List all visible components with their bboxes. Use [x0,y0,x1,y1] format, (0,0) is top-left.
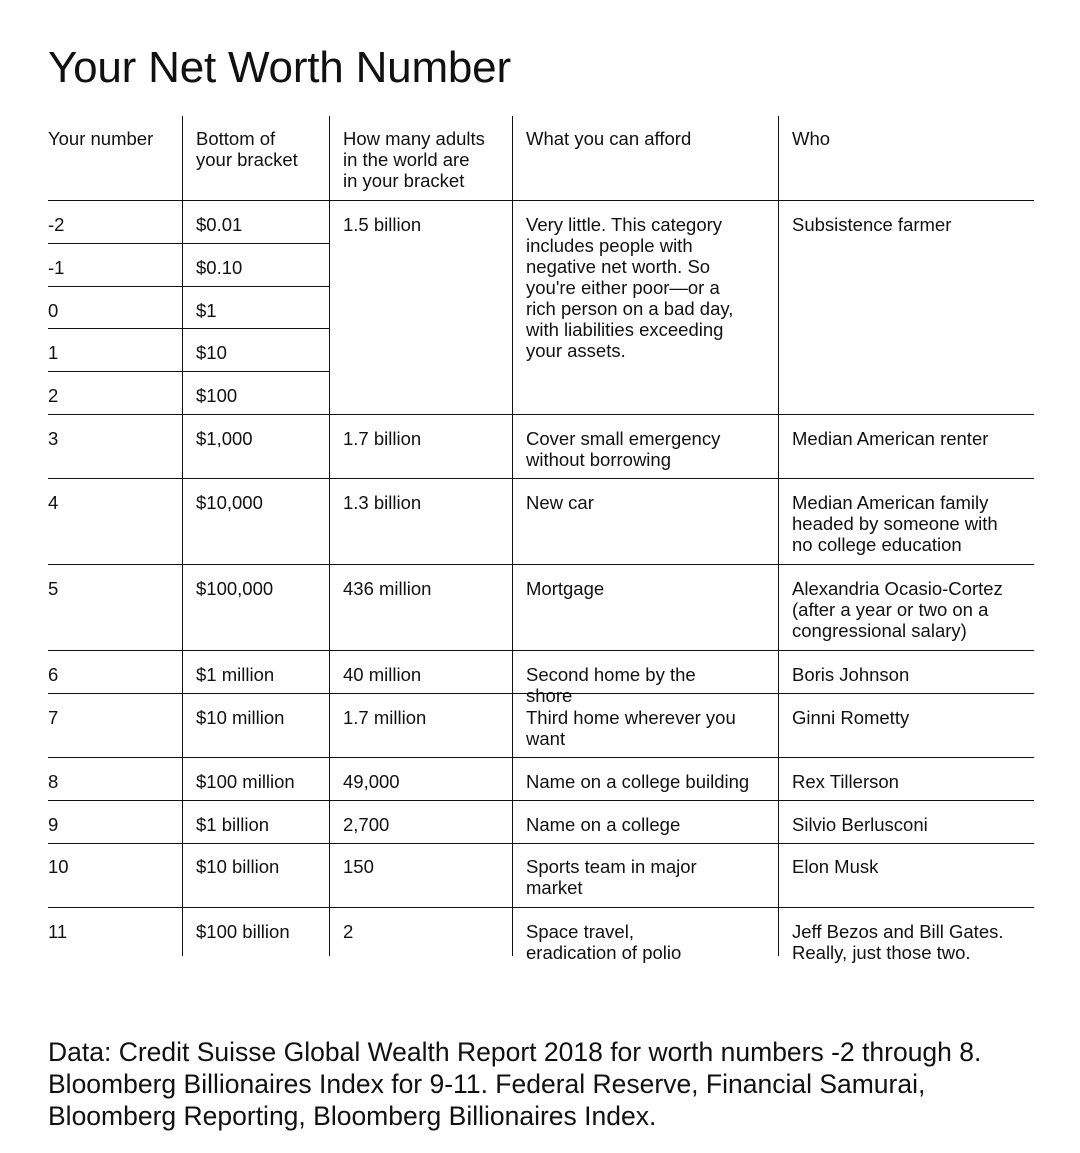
cell-who: Silvio Berlusconi [792,814,928,835]
cell-afford: Name on a college building [526,771,750,792]
cell-number: 5 [48,578,59,599]
cell-who: Jeff Bezos and Bill Gates. Really, just those two. [792,921,1004,963]
cell-who: Subsistence farmer [792,214,952,235]
cell-bracket: $1 million [196,664,275,685]
cell-who: Elon Musk [792,856,879,877]
cell-adults: 1.5 billion [343,214,422,235]
cell-afford: Name on a college [526,814,681,835]
cell-number: 8 [48,771,59,792]
cell-adults: 1.3 billion [343,492,422,513]
page-title: Your Net Worth Number [48,43,511,92]
cell-who: Boris Johnson [792,664,910,685]
cell-number: 1 [48,342,59,363]
cell-adults: 40 million [343,664,422,685]
cell-bracket: $100 million [196,771,295,792]
row-divider [48,243,330,244]
cell-afford: Cover small emergency without borrowing [526,428,721,470]
cell-number: 2 [48,385,59,406]
cell-bracket: $10 billion [196,856,280,877]
cell-bracket: $1 [196,300,217,321]
cell-number: -1 [48,257,65,278]
source-note: Data: Credit Suisse Global Wealth Report 2018 for worth numbers -2 through 8. Bloomberg Billionaires Index for 9-11. Federal Reserve, Financial Samurai, Bloomberg Reporting, Bloomberg Billionaires Index. [48,1037,982,1131]
column-divider [512,116,513,956]
cell-number: 9 [48,814,59,835]
header-who: Who [792,128,831,149]
cell-bracket: $1 billion [196,814,270,835]
row-divider [48,907,1034,908]
cell-who: Rex Tillerson [792,771,899,792]
row-divider [48,328,330,329]
cell-who: Median American renter [792,428,989,449]
cell-bracket: $1,000 [196,428,253,449]
net-worth-table [48,116,1034,963]
row-divider [48,478,1034,479]
cell-afford: New car [526,492,594,513]
cell-afford: Third home wherever you want [526,707,736,749]
cell-afford: Sports team in major market [526,856,697,898]
cell-afford: Mortgage [526,578,605,599]
cell-number: 3 [48,428,59,449]
cell-bracket: $100 [196,385,238,406]
column-divider [778,116,779,956]
cell-number: 0 [48,300,59,321]
column-divider [182,116,183,956]
cell-number: 6 [48,664,59,685]
row-divider [48,650,1034,651]
cell-bracket: $10 [196,342,227,363]
row-divider [48,800,1034,801]
cell-number: 11 [48,921,68,942]
column-divider [329,116,330,956]
cell-afford: Very little. This category includes people with negative net worth. So you're either poor—or a rich person on a bad day, with liabilities exceeding your assets. [526,214,734,361]
cell-adults: 2,700 [343,814,390,835]
row-divider [48,757,1034,758]
cell-bracket: $100 billion [196,921,290,942]
cell-adults: 1.7 billion [343,428,422,449]
cell-number: -2 [48,214,65,235]
header-bottom-of-bracket: Bottom of your bracket [196,128,298,170]
cell-who: Alexandria Ocasio-Cortez (after a year or two on a congressional salary) [792,578,1003,641]
header-your-number: Your number [48,128,154,149]
cell-bracket: $10 million [196,707,285,728]
row-divider [48,564,1034,565]
header-adults-in-bracket: How many adults in the world are in your bracket [343,128,485,191]
cell-bracket: $0.01 [196,214,243,235]
row-divider [48,843,1034,844]
cell-who: Median American family headed by someone with no college education [792,492,998,555]
cell-bracket: $100,000 [196,578,274,599]
row-divider [48,414,1034,415]
cell-bracket: $10,000 [196,492,263,513]
cell-number: 4 [48,492,59,513]
row-divider [48,286,330,287]
cell-who: Ginni Rometty [792,707,910,728]
cell-afford: Second home by the shore [526,664,696,706]
header-what-you-can-afford: What you can afford [526,128,692,149]
cell-adults: 49,000 [343,771,400,792]
cell-bracket: $0.10 [196,257,243,278]
cell-adults: 2 [343,921,354,942]
cell-adults: 436 million [343,578,432,599]
cell-afford: Space travel, eradication of polio [526,921,682,963]
cell-adults: 1.7 million [343,707,427,728]
cell-number: 10 [48,856,69,877]
cell-number: 7 [48,707,59,728]
cell-adults: 150 [343,856,374,877]
header-divider [48,200,1034,201]
row-divider [48,371,330,372]
